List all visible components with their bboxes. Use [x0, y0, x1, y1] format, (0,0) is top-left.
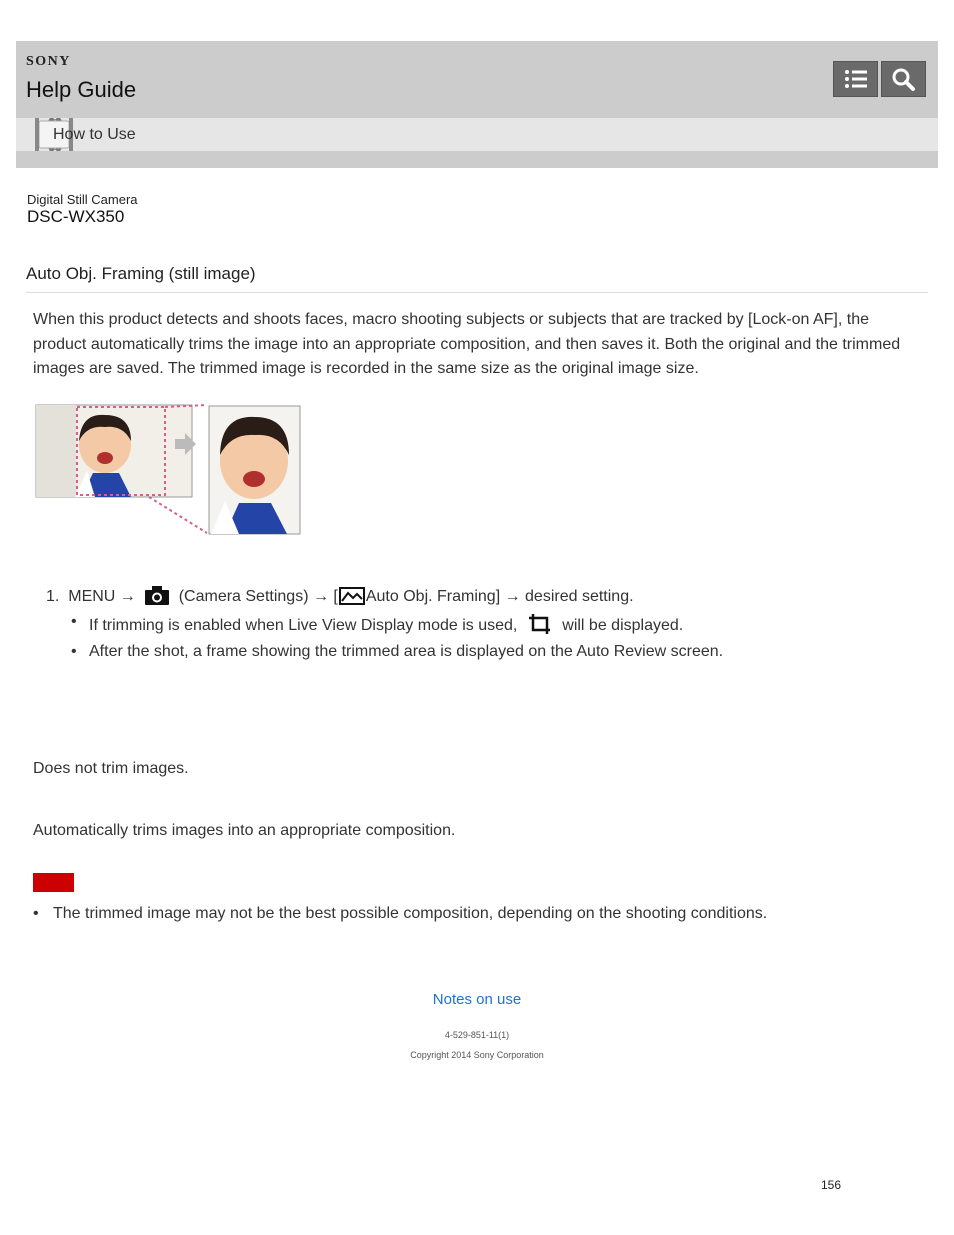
how-to-use-link[interactable]: How to Use [53, 126, 136, 143]
trimming-illustration [35, 403, 305, 538]
product-category: Digital Still Camera [27, 192, 138, 207]
note-item [33, 905, 767, 923]
header-bottom-strip [16, 151, 938, 168]
list-button[interactable] [833, 61, 878, 97]
brand-logo: SONY [26, 54, 71, 69]
step-bullet-1 [71, 613, 683, 635]
note-marker [33, 873, 74, 892]
search-button[interactable] [881, 61, 926, 97]
copyright: Copyright 2014 Sony Corporation [410, 1050, 544, 1060]
bullet-1-text-a: If trimming is enabled when Live View Display mode is used, [89, 617, 518, 634]
bullet-2-text: After the shot, a frame showing the trimmed area is displayed on the Auto Review screen. [89, 643, 724, 660]
notes-on-use-link[interactable]: Notes on use [432, 991, 522, 1008]
option-auto-description: Automatically trims images into an appropriate composition. [33, 822, 456, 839]
breadcrumb-bar [16, 118, 938, 151]
option-off-description: Does not trim images. [33, 760, 189, 777]
step-menu-text: MENU → [68, 588, 136, 605]
document-code: 4-529-851-11(1) [444, 1030, 510, 1040]
step-auto-framing-text: Auto Obj. Framing] → desired setting. [365, 588, 634, 605]
title-divider [26, 292, 928, 293]
camera-icon [144, 585, 170, 605]
guide-title: Help Guide [26, 77, 137, 102]
search-icon [891, 67, 917, 93]
bullet-1-text-b: will be displayed. [562, 617, 684, 634]
step-camera-settings-text: (Camera Settings) → [ [178, 588, 338, 605]
auto-framing-icon [339, 585, 365, 605]
list-icon [843, 67, 869, 91]
page-title: Auto Obj. Framing (still image) [26, 264, 256, 283]
step-bullet-2 [71, 643, 723, 661]
header [16, 41, 938, 118]
page-number: 156 [821, 1178, 842, 1192]
step-1 [46, 585, 634, 606]
trimming-frame-icon [528, 613, 552, 635]
intro-paragraph: When this product detects and shoots faces, macro shooting subjects or subjects that are tracked by [Lock-on AF], the product automatically trims the image into an appropriate composition, and then saves it. Both the original and the trimmed images are saved. The trimmed image is recorded in the same size as the original image size. [33, 311, 901, 377]
product-model: DSC-WX350 [27, 207, 125, 226]
note-text: The trimmed image may not be the best possible composition, depending on the shooting conditions. [53, 905, 768, 922]
step-number: 1. [46, 588, 60, 605]
